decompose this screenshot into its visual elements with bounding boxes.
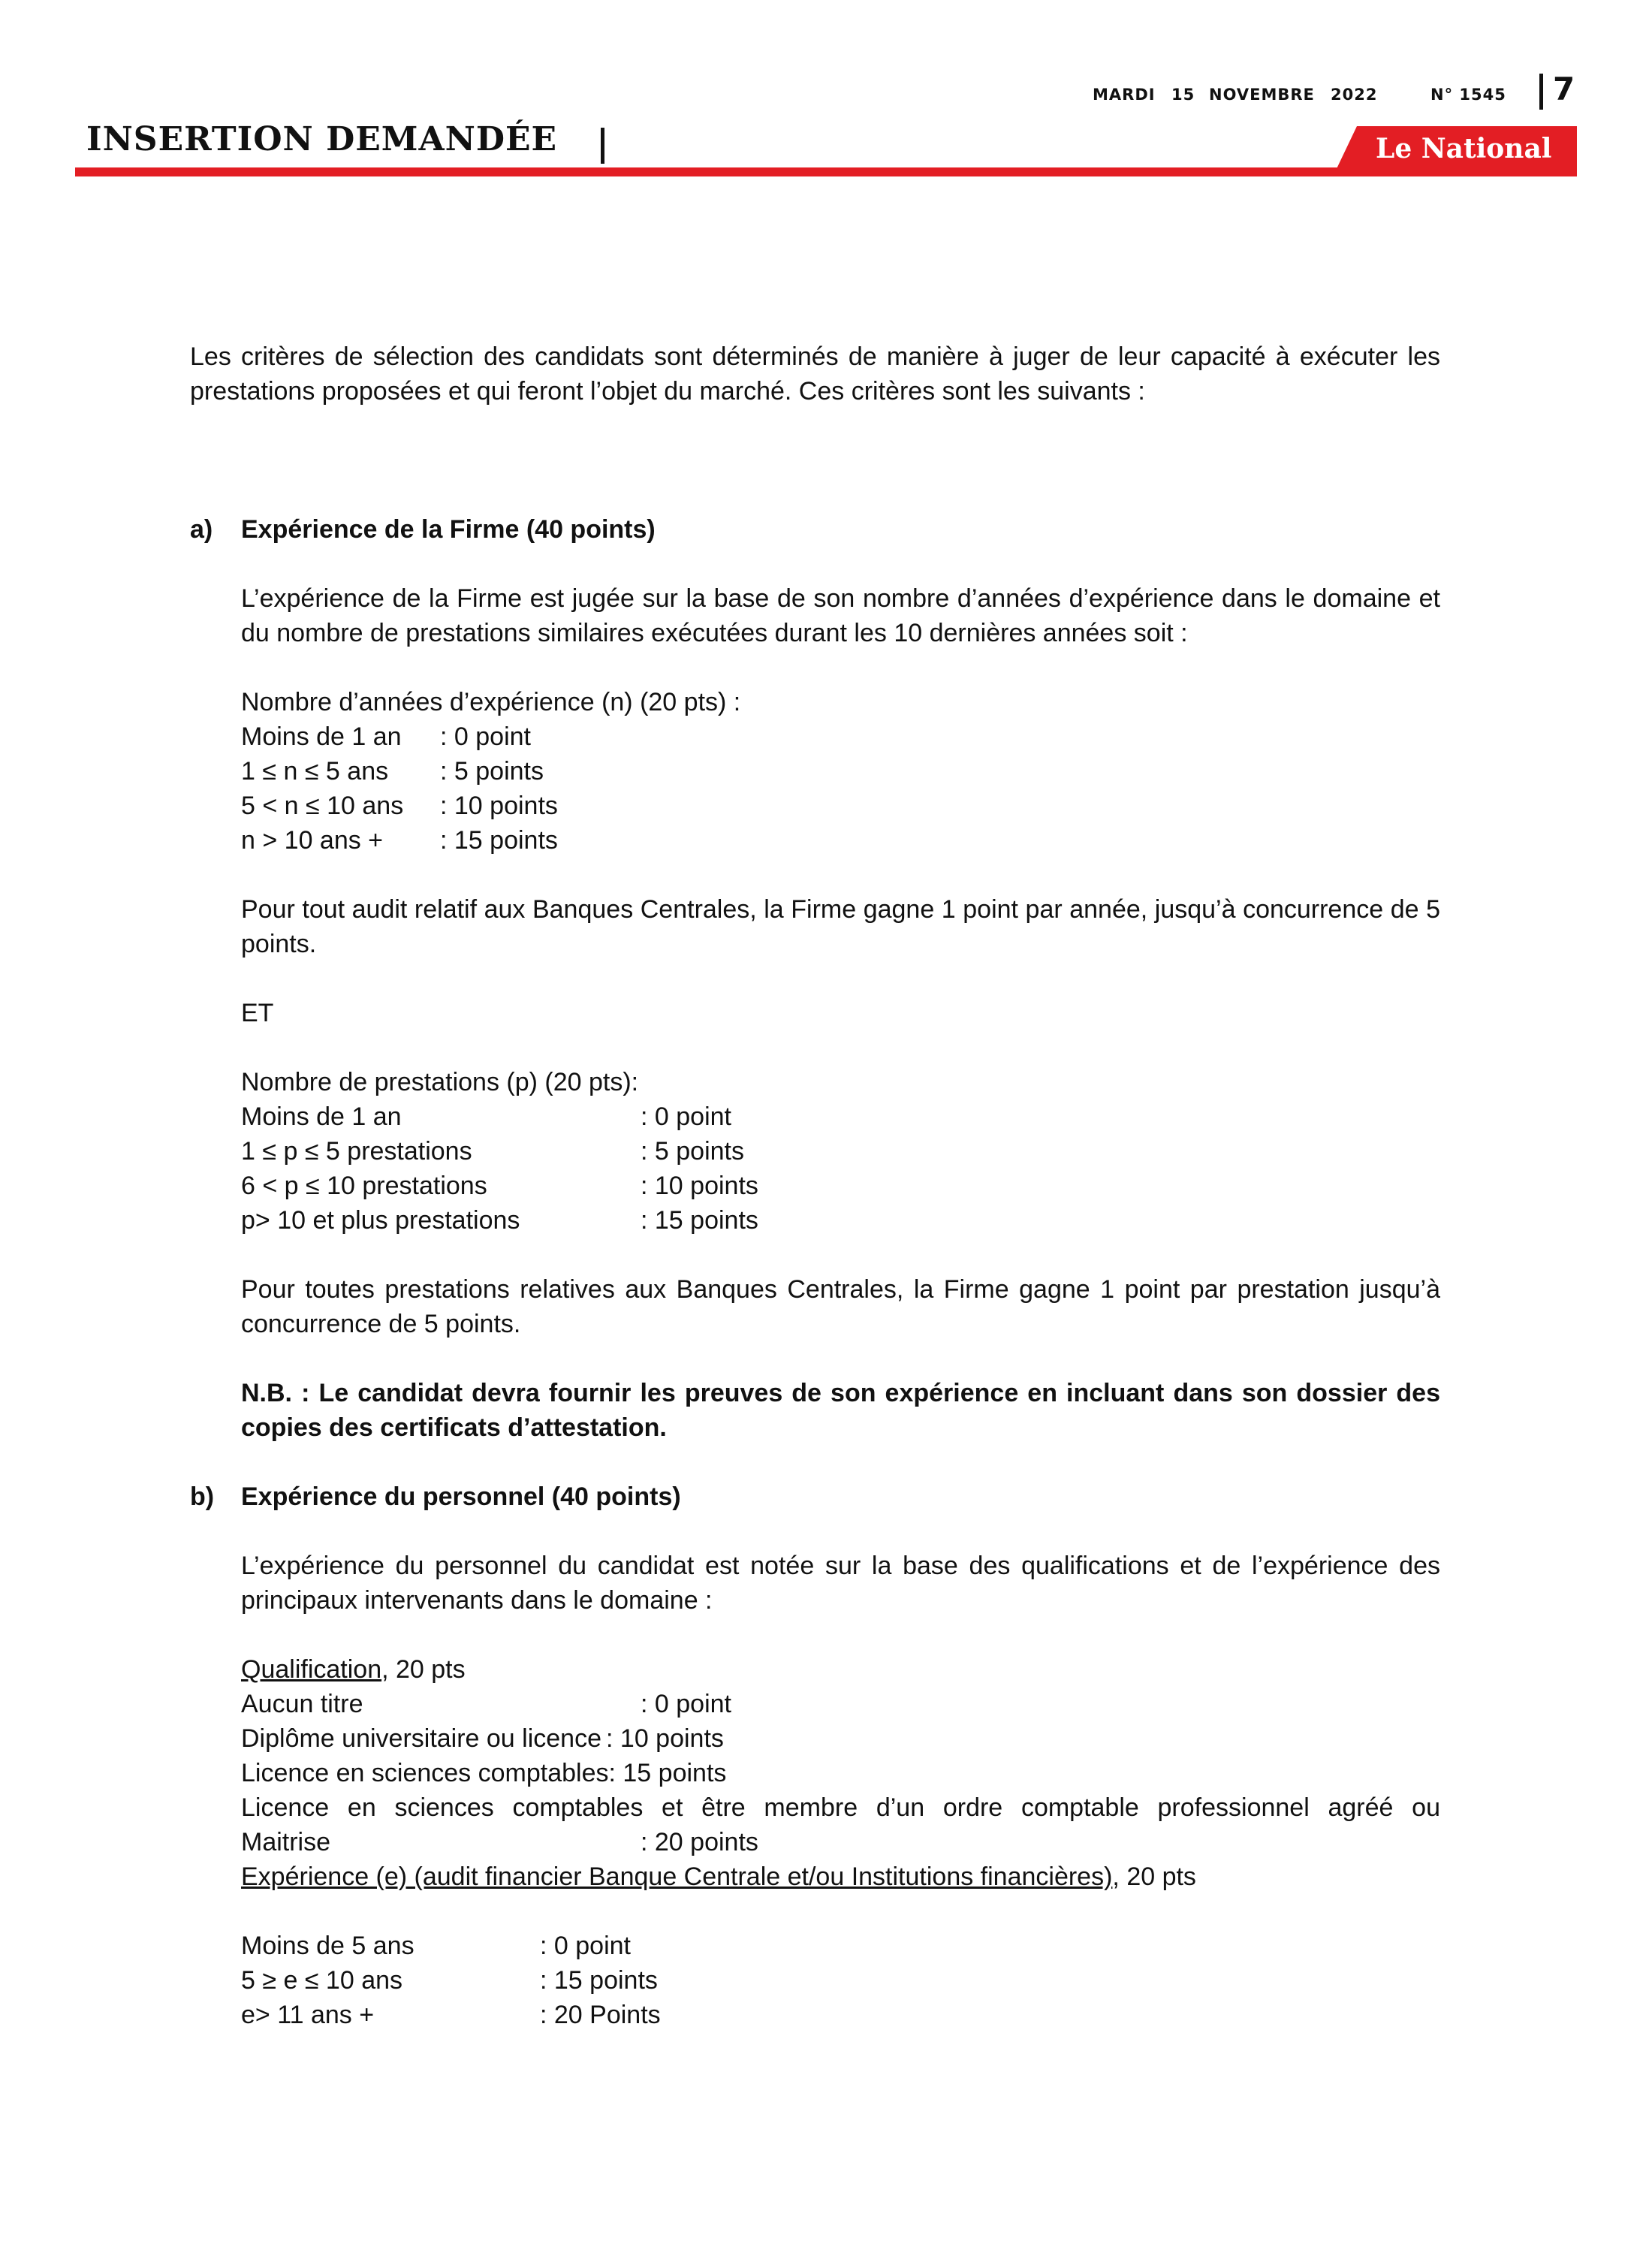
- qualification-row-value: : 15 points: [608, 1759, 727, 1787]
- page-number: 7: [1553, 71, 1575, 107]
- qualification-row: [241, 1687, 1440, 1721]
- years-row: [241, 754, 1440, 789]
- years-row-label: n > 10 ans +: [241, 826, 384, 855]
- services-row-label: 6 < p ≤ 10 prestations: [241, 1172, 487, 1200]
- services-row-value: : 0 point: [641, 1102, 731, 1131]
- central-bank-services-note: Pour toutes prestations relatives aux Banques Centrales, la Firme gagne 1 point par prestation jusqu’à concurrence de 5 points.: [241, 1275, 1440, 1338]
- years-row-value: : 10 points: [440, 792, 558, 820]
- section-a-title: Expérience de la Firme (40 points): [241, 515, 656, 544]
- services-row-value: : 15 points: [641, 1206, 758, 1235]
- years-row-value: : 15 points: [440, 826, 558, 855]
- years-row-label: 5 < n ≤ 10 ans: [241, 792, 404, 820]
- experience-row-value: : 20 Points: [540, 2001, 661, 2029]
- services-row-value: : 10 points: [641, 1172, 758, 1200]
- experience-row-value: : 15 points: [540, 1966, 658, 1995]
- section-b-paragraph: L’expérience du personnel du candidat est notée sur la base des qualifications et de l’expérience des principaux intervenants dans le domaine :: [241, 1552, 1440, 1615]
- years-row-label: Moins de 1 an: [241, 722, 402, 751]
- experience-row-label: Moins de 5 ans: [241, 1932, 415, 1960]
- experience-row: [241, 1929, 1440, 1963]
- et-conjunction: ET: [241, 999, 274, 1027]
- services-title: Nombre de prestations (p) (20 pts):: [241, 1068, 639, 1096]
- section-b-title: Expérience du personnel (40 points): [241, 1482, 681, 1511]
- separator-bar: [601, 128, 604, 164]
- services-row: [241, 1169, 1440, 1203]
- section-a-letter: a): [190, 515, 213, 544]
- experience-row: [241, 1963, 1440, 1998]
- qualification-row-value: : 10 points: [606, 1724, 724, 1753]
- section-a-heading: [190, 512, 1440, 547]
- qualification-row-label: Licence en sciences comptables: [241, 1759, 609, 1787]
- nb-note: N.B. : Le candidat devra fournir les preuves de son expérience en incluant dans son dossier des copies des certificats d’attestation.: [241, 1379, 1440, 1442]
- section-a-body: [241, 547, 1440, 1479]
- services-row-label: Moins de 1 an: [241, 1102, 402, 1131]
- section-title: INSERTION DEMANDÉE: [86, 120, 558, 158]
- section-a-paragraph: L’expérience de la Firme est jugée sur la base de son nombre d’années d’expérience dans le domaine et du nombre de prestations similaires exécutées durant les 10 dernières années soit :: [241, 584, 1440, 647]
- experience-title: Expérience (e) (audit financier Banque Centrale et/ou Institutions financières): [241, 1862, 1113, 1891]
- years-row: [241, 719, 1440, 754]
- qualification-heading: [241, 1652, 1440, 1687]
- qualification-row: [241, 1825, 1440, 1859]
- issue-year: 2022: [1331, 86, 1378, 104]
- years-row: [241, 789, 1440, 823]
- section-b-letter: b): [190, 1482, 215, 1511]
- years-title: Nombre d’années d’expérience (n) (20 pts) :: [241, 688, 741, 716]
- services-row: [241, 1134, 1440, 1169]
- page-number-bar: [1539, 74, 1543, 110]
- qualification-row-label: Maitrise: [241, 1828, 331, 1856]
- issue-day: MARDI: [1093, 86, 1156, 104]
- years-row-label: 1 ≤ n ≤ 5 ans: [241, 757, 389, 786]
- document-body: [190, 339, 1440, 2032]
- intro-paragraph: Les critères de sélection des candidats sont déterminés de manière à juger de leur capacité à exécuter les prestations proposées et qui feront l’objet du marché. Ces critères sont les suivants :: [190, 342, 1440, 406]
- services-row-label: p> 10 et plus prestations: [241, 1206, 520, 1235]
- publication-name: Le National: [1376, 133, 1552, 164]
- section-b-heading: [190, 1479, 1440, 1514]
- services-row-value: : 5 points: [641, 1137, 744, 1166]
- issue-number: N° 1545: [1430, 86, 1506, 104]
- years-row-value: : 0 point: [440, 722, 531, 751]
- issue-month: NOVEMBRE: [1209, 86, 1315, 104]
- services-row-label: 1 ≤ p ≤ 5 prestations: [241, 1137, 472, 1166]
- qualification-row-value: : 20 points: [641, 1828, 758, 1856]
- experience-row-label: e> 11 ans +: [241, 2001, 375, 2029]
- years-row-value: : 5 points: [440, 757, 544, 786]
- qualification-row-value: : 0 point: [641, 1690, 731, 1718]
- experience-row: [241, 1998, 1440, 2032]
- issue-date-day: 15: [1171, 86, 1195, 104]
- qualification-row-label: Diplôme universitaire ou licence: [241, 1724, 602, 1753]
- qualification-title: Qualification: [241, 1655, 382, 1684]
- years-row: [241, 823, 1440, 858]
- qualification-points: , 20 pts: [381, 1655, 466, 1684]
- qualification-row: [241, 1756, 1440, 1790]
- central-bank-audit-note: Pour tout audit relatif aux Banques Centrales, la Firme gagne 1 point par année, jusqu’à concurrence de 5 points.: [241, 895, 1440, 958]
- services-row: [241, 1099, 1440, 1134]
- experience-row-value: : 0 point: [540, 1932, 631, 1960]
- qualification-long-line: Licence en sciences comptables et être membre d’un ordre comptable professionnel agréé ou: [241, 1793, 1440, 1822]
- experience-points: , 20 pts: [1112, 1862, 1196, 1891]
- qualification-row: [241, 1721, 1440, 1756]
- section-b-body: [241, 1514, 1440, 2032]
- qualification-row-label: Aucun titre: [241, 1690, 363, 1718]
- services-row: [241, 1203, 1440, 1238]
- experience-row-label: 5 ≥ e ≤ 10 ans: [241, 1966, 403, 1995]
- experience-heading: [241, 1859, 1440, 1894]
